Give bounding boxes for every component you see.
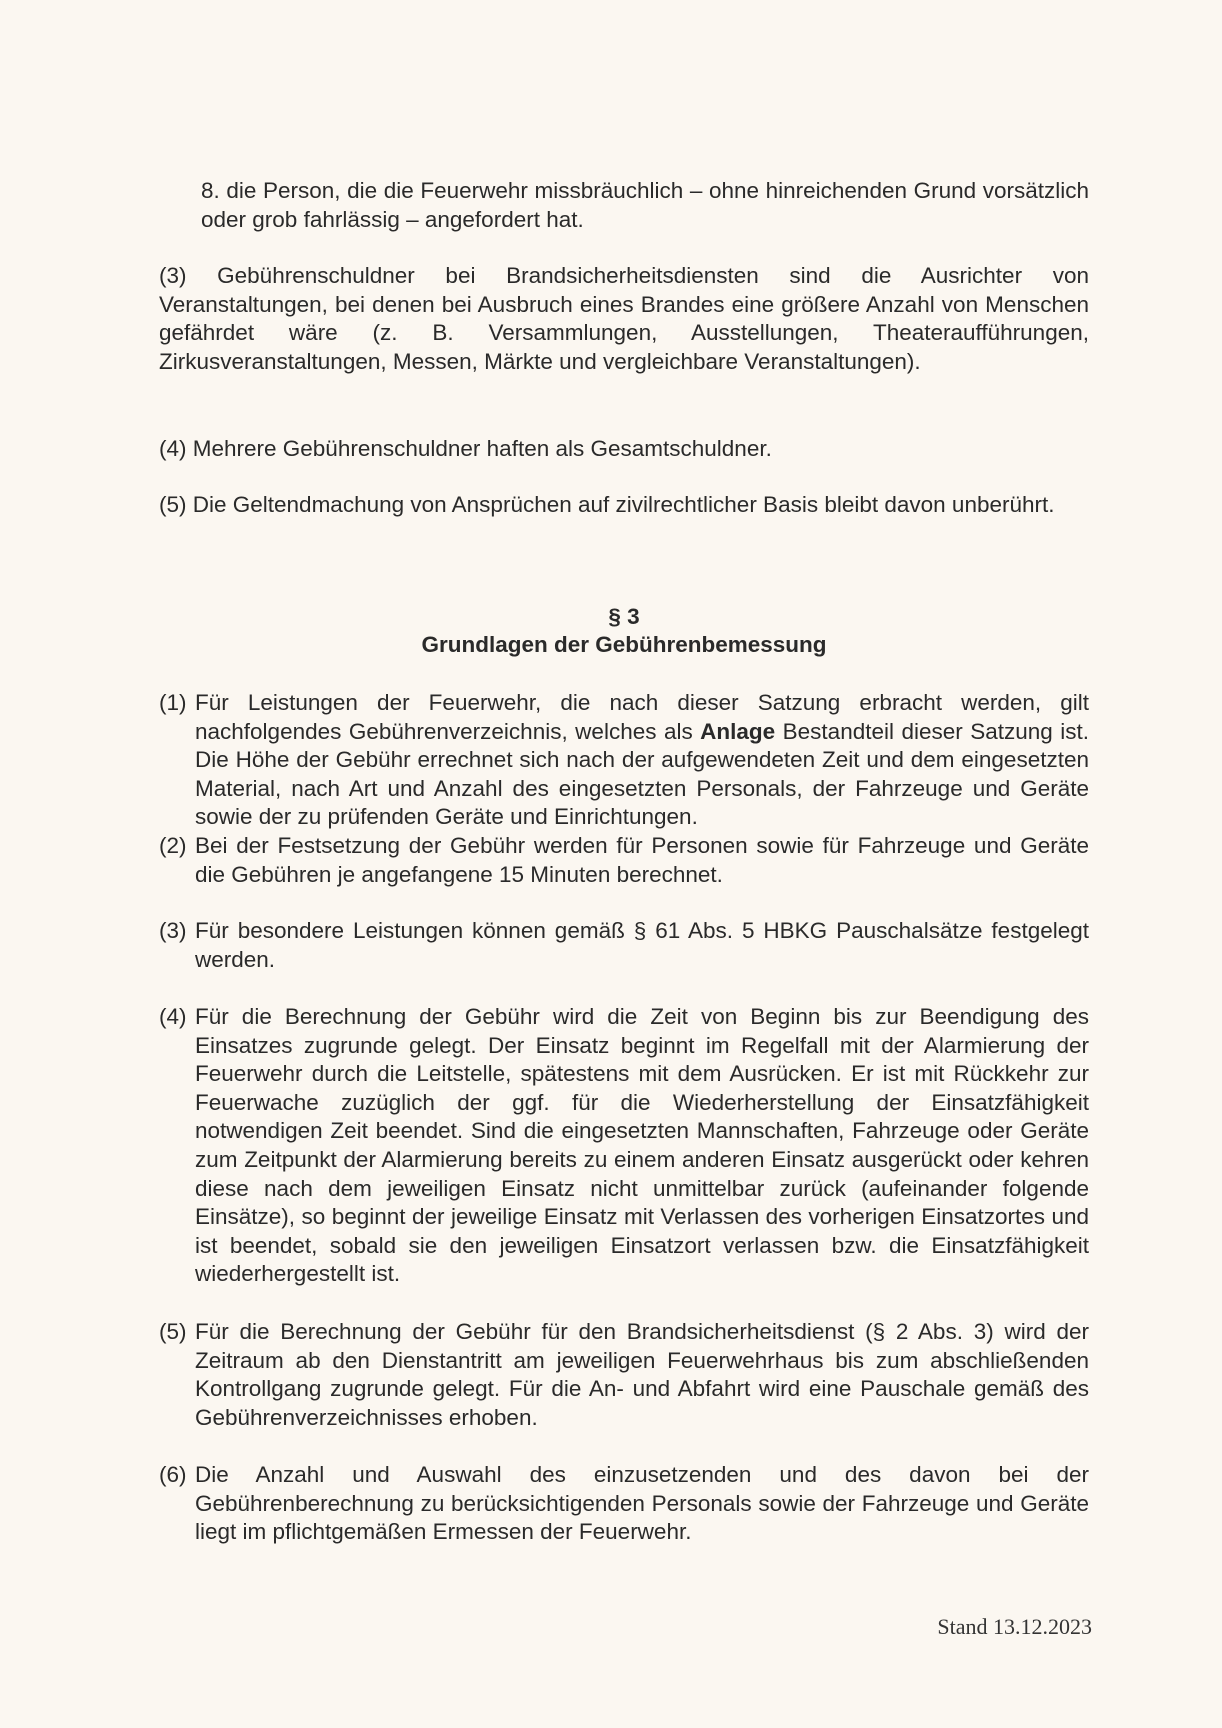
- paragraph-text: Für besondere Leistungen können gemäß § 61 Abs. 5 HBKG Pauschalsätze festgelegt werden.: [195, 918, 1089, 972]
- section3-paragraph-2: [159, 832, 1089, 889]
- paragraph-number: (4): [159, 1004, 187, 1029]
- paragraph-2-3: [159, 262, 1089, 376]
- paragraph-text: Für die Berechnung der Gebühr wird die Zeit von Beginn bis zur Beendigung des Einsatzes zugrunde gelegt. Der Einsatz beginnt im Regelfall mit der Alarmierung der Feuerwehr durch die Leitstelle, spätestens mit dem Ausrücken. Er ist mit Rückkehr zur Feuerwache zuzüglich der ggf. für die Wiederherstellung der Einsatzfähigkeit notwendigen Zeit beendet. Sind die eingesetzten Mannschaften, Fahrzeuge oder Geräte zum Zeitpunkt der Alarmierung bereits zu einem anderen Einsatz ausgerückt oder kehren diese nach dem jeweiligen Einsatz nicht unmittelbar zurück (aufeinander folgende Einsätze), so beginnt der jeweilige Einsatz mit Verlassen des vorherigen Einsatzortes und ist beendet, sobald sie den jeweiligen Einsatzort verlassen bzw. die Einsatzfähigkeit wiederhergestellt ist.: [195, 1004, 1089, 1287]
- paragraph-text: (4) Mehrere Gebührenschuldner haften als Gesamtschuldner.: [159, 436, 772, 461]
- section3-paragraph-4: [159, 1003, 1089, 1289]
- paragraph-text: Bei der Festsetzung der Gebühr werden für Personen sowie für Fahrzeuge und Geräte die Gebühren je angefangene 15 Minuten berechnet.: [195, 833, 1089, 887]
- paragraph-number: (6): [159, 1462, 187, 1487]
- paragraph-text: (3) Gebührenschuldner bei Brandsicherheitsdiensten sind die Ausrichter von Veranstaltungen, bei denen bei Ausbruch eines Brandes eine größere Anzahl von Menschen gefährdet wäre (z. B. Versammlungen, Ausstellungen, Theateraufführungen, Zirkusveranstaltungen, Messen, Märkte und vergleichbare Veranstaltungen).: [159, 263, 1089, 374]
- section3-paragraph-1: [159, 689, 1089, 832]
- paragraph-number: (2): [159, 833, 187, 858]
- list-item-8: [201, 177, 1089, 234]
- paragraph-text: [195, 689, 1089, 832]
- paragraph-number: (5): [159, 1319, 187, 1344]
- section3-paragraph-5: [159, 1318, 1089, 1432]
- paragraph-text: (5) Die Geltendmachung von Ansprüchen auf zivilrechtlicher Basis bleibt davon unberührt.: [159, 492, 1055, 517]
- section3-paragraph-3: [159, 917, 1089, 974]
- paragraph-2-4: [159, 435, 1089, 464]
- section-number: § 3: [608, 604, 640, 629]
- paragraph-number: (3): [159, 918, 187, 943]
- paragraph-2-5: [159, 491, 1089, 520]
- paragraph-text: Für die Berechnung der Gebühr für den Brandsicherheitsdienst (§ 2 Abs. 3) wird der Zeitraum ab den Dienstantritt am jeweiligen Feuerwehrhaus bis zum abschließenden Kontrollgang zugrunde gelegt. Für die An- und Abfahrt wird eine Pauschale gemäß des Gebührenverzeichnisses erhoben.: [195, 1319, 1089, 1430]
- anlage-bold-term: Anlage: [700, 718, 776, 744]
- paragraph-text-part: Für Leistungen der Feuerwehr, die nach dieser Satzung erbracht werden, gilt nachfolgendes Gebührenverzeichnis, welches als: [195, 690, 1089, 744]
- paragraph-number: (1): [159, 690, 187, 715]
- footer-stand-date: Stand 13.12.2023: [937, 1614, 1092, 1639]
- list-item-8-text: 8. die Person, die die Feuerwehr missbräuchlich – ohne hinreichenden Grund vorsätzlich oder grob fahrlässig – angefordert hat.: [201, 178, 1089, 232]
- paragraph-text: Die Anzahl und Auswahl des einzusetzenden und des davon bei der Gebührenberechnung zu berücksichtigenden Personals sowie der Fahrzeuge und Geräte liegt im pflichtgemäßen Ermessen der Feuerwehr.: [195, 1462, 1089, 1545]
- paragraph-text-part: Bestandteil dieser Satzung ist. Die Höhe der Gebühr errechnet sich nach der aufgewendeten Zeit und dem eingesetzten Material, nach Art und Anzahl des eingesetzten Personals, der Fahrzeuge und Geräte sowie der zu prüfenden Geräte und Einrichtungen.: [195, 718, 1089, 830]
- section3-paragraph-6: [159, 1461, 1089, 1547]
- section-title: Grundlagen der Gebührenbemessung: [421, 632, 827, 657]
